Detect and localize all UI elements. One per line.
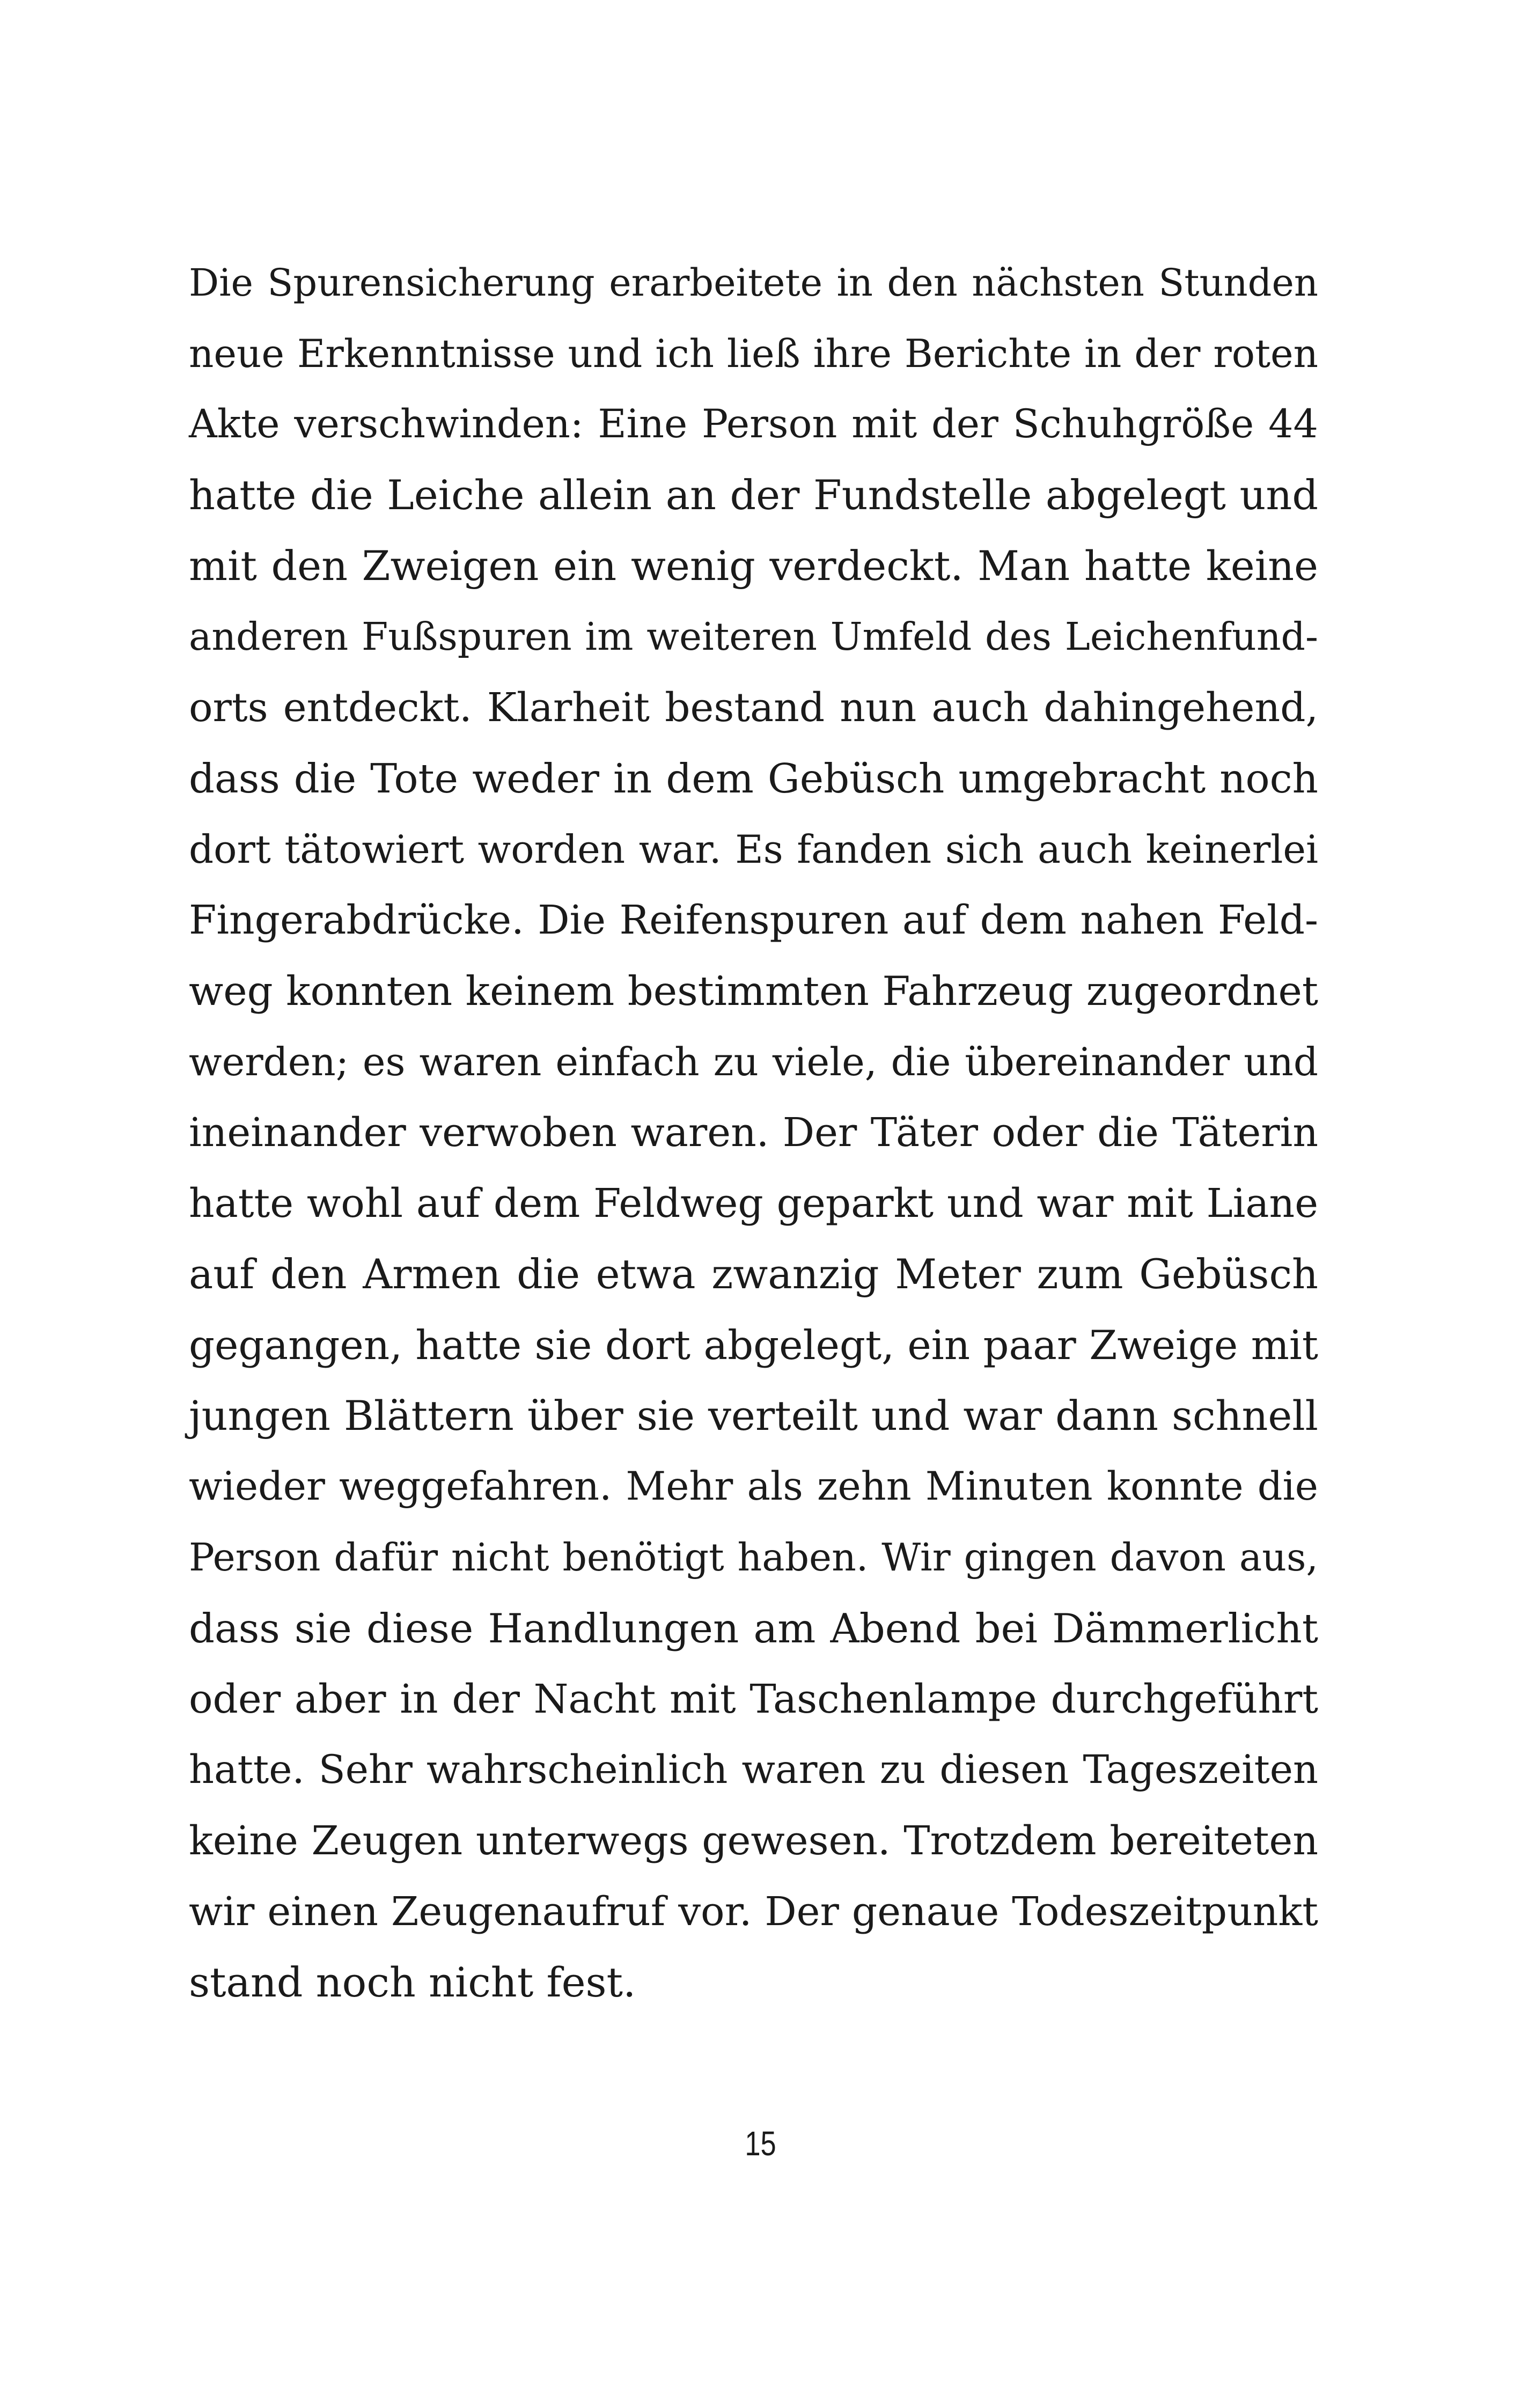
page-number: 15 — [745, 2124, 776, 2163]
text-line: neue Erkenntnisse und ich ließ ihre Berichte in der roten — [189, 331, 1318, 376]
text-line: hatte. Sehr wahrscheinlich waren zu diesen Tageszeiten — [189, 1747, 1318, 1793]
text-line: wir einen Zeugenaufruf vor. Der genaue Todeszeitpunkt — [189, 1889, 1318, 1935]
text-line: mit den Zweigen ein wenig verdeckt. Man hatte keine — [189, 542, 1318, 590]
text-line: weg konnten keinem bestimmten Fahrzeug zugeordnet — [189, 967, 1318, 1015]
body-text — [189, 247, 1318, 2018]
text-line: stand noch nicht fest. — [189, 1958, 636, 2006]
text-line: orts entdeckt. Klarheit bestand nun auch dahingehend, — [189, 685, 1318, 731]
text-line: dort tätowiert worden war. Es fanden sich auch keinerlei — [189, 827, 1318, 872]
text-line: jungen Blättern über sie verteilt und war dann schnell — [189, 1392, 1318, 1440]
text-line: wieder weggefahren. Mehr als zehn Minuten konnte die — [189, 1464, 1318, 1509]
text-line: dass sie diese Handlungen am Abend bei Dämmerlicht — [189, 1605, 1318, 1652]
text-line: Person dafür nicht benötigt haben. Wir gingen davon aus, — [189, 1535, 1318, 1580]
text-line: oder aber in der Nacht mit Taschenlampe durchgeführt — [189, 1676, 1318, 1722]
text-line: auf den Armen die etwa zwanzig Meter zum Gebüsch — [189, 1250, 1318, 1298]
text-line: ineinander verwoben waren. Der Täter oder die Täterin — [189, 1110, 1318, 1156]
text-line: hatte wohl auf dem Feldweg geparkt und war mit Liane — [189, 1180, 1318, 1227]
text-line: keine Zeugen unterwegs gewesen. Trotzdem bereiteten — [189, 1818, 1318, 1864]
text-line: Akte verschwinden: Eine Person mit der Schuhgröße 44 — [189, 401, 1318, 447]
text-line: hatte die Leiche allein an der Fundstelle abgelegt und — [189, 471, 1318, 519]
text-line: Fingerabdrücke. Die Reifenspuren auf dem nahen Feld- — [189, 897, 1318, 943]
text-line: Die Spurensicherung erarbeitete in den nächsten Stunden — [189, 261, 1318, 305]
text-line: gegangen, hatte sie dort abgelegt, ein paar Zweige mit — [189, 1322, 1318, 1369]
text-line: dass die Tote weder in dem Gebüsch umgebracht noch — [189, 755, 1318, 802]
text-line: werden; es waren einfach zu viele, die übereinander und — [189, 1039, 1318, 1084]
text-line: anderen Fußspuren im weiteren Umfeld des Leichenfund- — [189, 614, 1318, 659]
